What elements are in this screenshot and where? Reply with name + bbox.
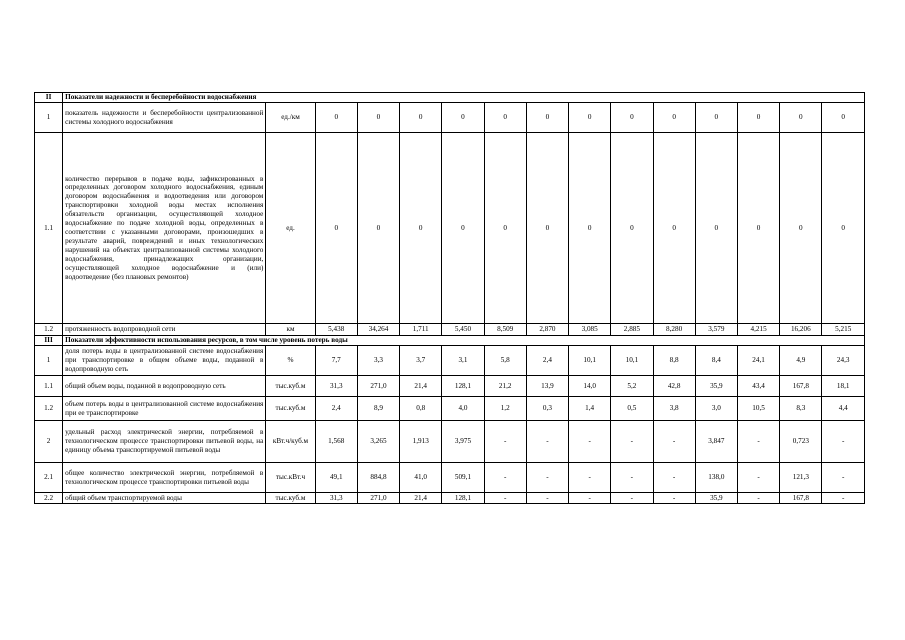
unit-cell: ед./км (266, 103, 315, 133)
value-cell: 884,8 (357, 463, 399, 493)
value-cell: 0 (737, 133, 779, 324)
value-cell: 128,1 (442, 376, 484, 397)
table-row (35, 133, 865, 324)
value-cell: - (569, 493, 611, 504)
value-cell: 41,0 (400, 463, 442, 493)
value-cell: 0 (653, 133, 695, 324)
value-cell: - (611, 463, 653, 493)
section-number: III (35, 336, 63, 346)
value-cell: - (526, 421, 568, 463)
section-header-row (35, 336, 865, 346)
section-header-row (35, 93, 865, 103)
value-cell: 0 (569, 103, 611, 133)
unit-cell: % (266, 346, 315, 376)
value-cell: - (737, 493, 779, 504)
value-cell: 0 (737, 103, 779, 133)
value-cell: 3,7 (400, 346, 442, 376)
value-cell: 5,215 (822, 324, 865, 336)
value-cell: 0 (442, 133, 484, 324)
indicator-name: протяженность водопроводной сети (63, 324, 266, 336)
unit-cell: тыс.куб.м (266, 376, 315, 397)
value-cell: 2,4 (315, 397, 357, 421)
row-number: 1.2 (35, 397, 63, 421)
value-cell: 0 (695, 103, 737, 133)
value-cell: 14,0 (569, 376, 611, 397)
table-row (35, 493, 865, 504)
value-cell: 0 (315, 133, 357, 324)
value-cell: 0 (526, 103, 568, 133)
value-cell: - (484, 421, 526, 463)
value-cell: 0 (822, 103, 865, 133)
value-cell: 271,0 (357, 493, 399, 504)
value-cell: 0 (526, 133, 568, 324)
value-cell: 1,913 (400, 421, 442, 463)
value-cell: 1,568 (315, 421, 357, 463)
value-cell: 10,1 (569, 346, 611, 376)
value-cell: - (653, 493, 695, 504)
row-number: 1 (35, 103, 63, 133)
value-cell: 21,4 (400, 376, 442, 397)
value-cell: 3,085 (569, 324, 611, 336)
value-cell: - (737, 463, 779, 493)
indicators-table (34, 92, 865, 504)
value-cell: 35,9 (695, 493, 737, 504)
row-number: 2 (35, 421, 63, 463)
value-cell: - (737, 421, 779, 463)
value-cell: 4,0 (442, 397, 484, 421)
unit-cell: кВт.ч/куб.м (266, 421, 315, 463)
value-cell: 0 (400, 133, 442, 324)
value-cell: 2,4 (526, 346, 568, 376)
value-cell: - (569, 421, 611, 463)
value-cell: 8,280 (653, 324, 695, 336)
row-number: 1.1 (35, 133, 63, 324)
unit-cell: ед. (266, 133, 315, 324)
value-cell: 31,3 (315, 376, 357, 397)
row-number: 2.1 (35, 463, 63, 493)
value-cell: 21,4 (400, 493, 442, 504)
value-cell: 0 (780, 103, 822, 133)
indicator-name: общий объем транспортируемой воды (63, 493, 266, 504)
value-cell: 3,975 (442, 421, 484, 463)
table-row (35, 421, 865, 463)
value-cell: 10,1 (611, 346, 653, 376)
value-cell: - (611, 421, 653, 463)
value-cell: 3,265 (357, 421, 399, 463)
value-cell: 1,711 (400, 324, 442, 336)
value-cell: - (822, 421, 865, 463)
value-cell: 271,0 (357, 376, 399, 397)
indicator-name: показатель надежности и бесперебойности централизованной системы холодного водоснабжения (63, 103, 266, 133)
value-cell: 3,8 (653, 397, 695, 421)
value-cell: 31,3 (315, 493, 357, 504)
value-cell: 128,1 (442, 493, 484, 504)
value-cell: 167,8 (780, 376, 822, 397)
value-cell: 24,1 (737, 346, 779, 376)
value-cell: 0 (611, 103, 653, 133)
value-cell: 4,4 (822, 397, 865, 421)
value-cell: - (822, 463, 865, 493)
table-row (35, 103, 865, 133)
value-cell: 0 (357, 103, 399, 133)
section-number: II (35, 93, 63, 103)
value-cell: 8,8 (653, 346, 695, 376)
value-cell: 509,1 (442, 463, 484, 493)
unit-cell: тыс.кВт.ч (266, 463, 315, 493)
value-cell: 167,8 (780, 493, 822, 504)
row-number: 1 (35, 346, 63, 376)
value-cell: 1,2 (484, 397, 526, 421)
value-cell: 42,8 (653, 376, 695, 397)
value-cell: 0 (653, 103, 695, 133)
value-cell: 2,870 (526, 324, 568, 336)
value-cell: 0 (442, 103, 484, 133)
value-cell: 0,723 (780, 421, 822, 463)
value-cell: 0 (695, 133, 737, 324)
value-cell: 4,215 (737, 324, 779, 336)
indicator-name: удельный расход электрической энергии, потребляемой в технологическом процессе транспортировки питьевой воды, на единицу объема транспортируемой питьевой воды (63, 421, 266, 463)
indicator-name: доля потерь воды в централизованной системе водоснабжения при транспортировке в общем объеме воды, поданной в водопроводную сеть (63, 346, 266, 376)
value-cell: 8,4 (695, 346, 737, 376)
value-cell: 34,264 (357, 324, 399, 336)
value-cell: 49,1 (315, 463, 357, 493)
value-cell: 0 (780, 133, 822, 324)
value-cell: - (569, 463, 611, 493)
table-row (35, 463, 865, 493)
indicator-name: общее количество электрической энергии, потребляемой в технологическом процессе транспортировки питьевой воды (63, 463, 266, 493)
value-cell: - (653, 421, 695, 463)
value-cell: 0 (822, 133, 865, 324)
value-cell: 0 (484, 103, 526, 133)
value-cell: 2,885 (611, 324, 653, 336)
value-cell: 0 (611, 133, 653, 324)
value-cell: 0 (569, 133, 611, 324)
value-cell: 0,5 (611, 397, 653, 421)
value-cell: 8,509 (484, 324, 526, 336)
value-cell: - (611, 493, 653, 504)
indicator-name: общий объем воды, поданной в водопроводную сеть (63, 376, 266, 397)
value-cell: 138,0 (695, 463, 737, 493)
value-cell: 4,9 (780, 346, 822, 376)
value-cell: 0 (484, 133, 526, 324)
value-cell: 121,3 (780, 463, 822, 493)
value-cell: 13,9 (526, 376, 568, 397)
value-cell: 18,1 (822, 376, 865, 397)
value-cell: 0 (357, 133, 399, 324)
value-cell: - (822, 493, 865, 504)
section-title: Показатели надежности и бесперебойности водоснабжения (63, 93, 865, 103)
value-cell: 0,8 (400, 397, 442, 421)
table-body (35, 93, 865, 504)
value-cell: - (526, 493, 568, 504)
table-row (35, 324, 865, 336)
value-cell: 3,0 (695, 397, 737, 421)
section-title: Показатели эффективности использования ресурсов, в том числе уровень потерь воды (63, 336, 865, 346)
unit-cell: км (266, 324, 315, 336)
value-cell: 16,206 (780, 324, 822, 336)
value-cell: 5,438 (315, 324, 357, 336)
row-number: 1.1 (35, 376, 63, 397)
value-cell: 3,579 (695, 324, 737, 336)
table-row (35, 376, 865, 397)
value-cell: 5,2 (611, 376, 653, 397)
value-cell: 8,3 (780, 397, 822, 421)
value-cell: 3,1 (442, 346, 484, 376)
value-cell: 3,3 (357, 346, 399, 376)
value-cell: 5,450 (442, 324, 484, 336)
value-cell: 8,9 (357, 397, 399, 421)
value-cell: 21,2 (484, 376, 526, 397)
value-cell: 10,5 (737, 397, 779, 421)
value-cell: 3,847 (695, 421, 737, 463)
value-cell: 0 (315, 103, 357, 133)
unit-cell: тыс.куб.м (266, 493, 315, 504)
indicator-name: объем потерь воды в централизованной системе водоснабжения при ее транспортировке (63, 397, 266, 421)
unit-cell: тыс.куб.м (266, 397, 315, 421)
table-row (35, 346, 865, 376)
value-cell: 0 (400, 103, 442, 133)
row-number: 1.2 (35, 324, 63, 336)
value-cell: 5,8 (484, 346, 526, 376)
row-number: 2.2 (35, 493, 63, 504)
indicator-name: количество перерывов в подаче воды, зафиксированных в определенных договором холодного водоснабжения, единым договором водоснабжения и водоотведения или договором транспортировки холодной воды местах исполнения обязательств организации, осуществляющей холодное водоснабжение по подаче холодной воды, определенных в соответствии с указанными договорами, произошедших в результате аварий, повреждений и иных технологических нарушений на объектах централизованной системы холодного водоснабжения, принадлежащих организации, осуществляющей холодное водоснабжение и (или) водоотведение (без плановых ремонтов) (63, 133, 266, 324)
table-row (35, 397, 865, 421)
value-cell: 0,3 (526, 397, 568, 421)
value-cell: 43,4 (737, 376, 779, 397)
value-cell: - (526, 463, 568, 493)
value-cell: - (484, 493, 526, 504)
value-cell: 35,9 (695, 376, 737, 397)
value-cell: 24,3 (822, 346, 865, 376)
value-cell: 7,7 (315, 346, 357, 376)
value-cell: 1,4 (569, 397, 611, 421)
value-cell: - (653, 463, 695, 493)
value-cell: - (484, 463, 526, 493)
